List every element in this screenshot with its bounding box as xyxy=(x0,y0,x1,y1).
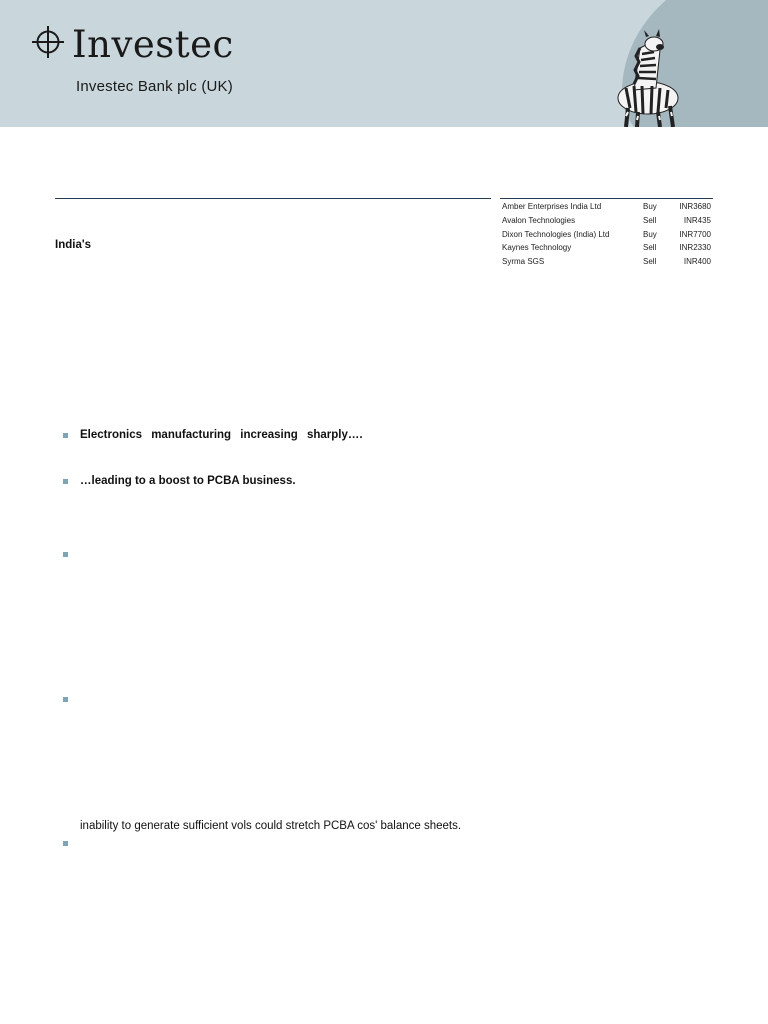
target-price: INR400 xyxy=(683,257,711,267)
rating: Sell xyxy=(643,257,657,267)
rating: Sell xyxy=(643,215,657,225)
zebra-icon xyxy=(606,28,690,127)
section-heading: India's xyxy=(55,239,91,251)
table-row xyxy=(502,228,713,242)
target-price: INR7700 xyxy=(679,229,711,239)
ratings-rule xyxy=(500,198,713,199)
header-banner xyxy=(0,0,768,127)
bullet-marker xyxy=(63,697,68,702)
bullet-marker xyxy=(63,841,68,846)
company-name: Amber Enterprises India Ltd xyxy=(502,202,602,211)
table-row xyxy=(502,200,713,214)
ratings-table xyxy=(502,200,713,269)
brand-subtitle: Investec Bank plc (UK) xyxy=(76,78,233,95)
company-name: Avalon Technologies xyxy=(502,215,576,225)
bullet-heading: …leading to a boost to PCBA business. xyxy=(80,475,296,487)
rating: Buy xyxy=(643,202,657,211)
target-price: INR3680 xyxy=(679,202,711,211)
company-name: Syrma SGS xyxy=(502,257,545,267)
table-row xyxy=(502,214,713,228)
rating: Buy xyxy=(643,229,657,239)
company-name: Kaynes Technology xyxy=(502,243,572,253)
bullet-heading: Electronics manufacturing increasing sharply…. xyxy=(80,429,363,441)
table-row xyxy=(502,255,713,269)
table-row xyxy=(502,241,713,255)
bullet-marker xyxy=(63,433,68,438)
bullet-body-text: inability to generate sufficient vols could stretch PCBA cos' balance sheets. xyxy=(80,820,462,832)
company-name: Dixon Technologies (India) Ltd xyxy=(502,229,610,239)
brand-name: Investec xyxy=(72,23,234,66)
target-price: INR435 xyxy=(683,215,711,225)
rating: Sell xyxy=(643,243,657,253)
target-price: INR2330 xyxy=(679,243,711,253)
investec-logo-icon xyxy=(30,24,66,60)
title-rule xyxy=(55,198,491,199)
bullet-marker xyxy=(63,552,68,557)
bullet-marker xyxy=(63,479,68,484)
